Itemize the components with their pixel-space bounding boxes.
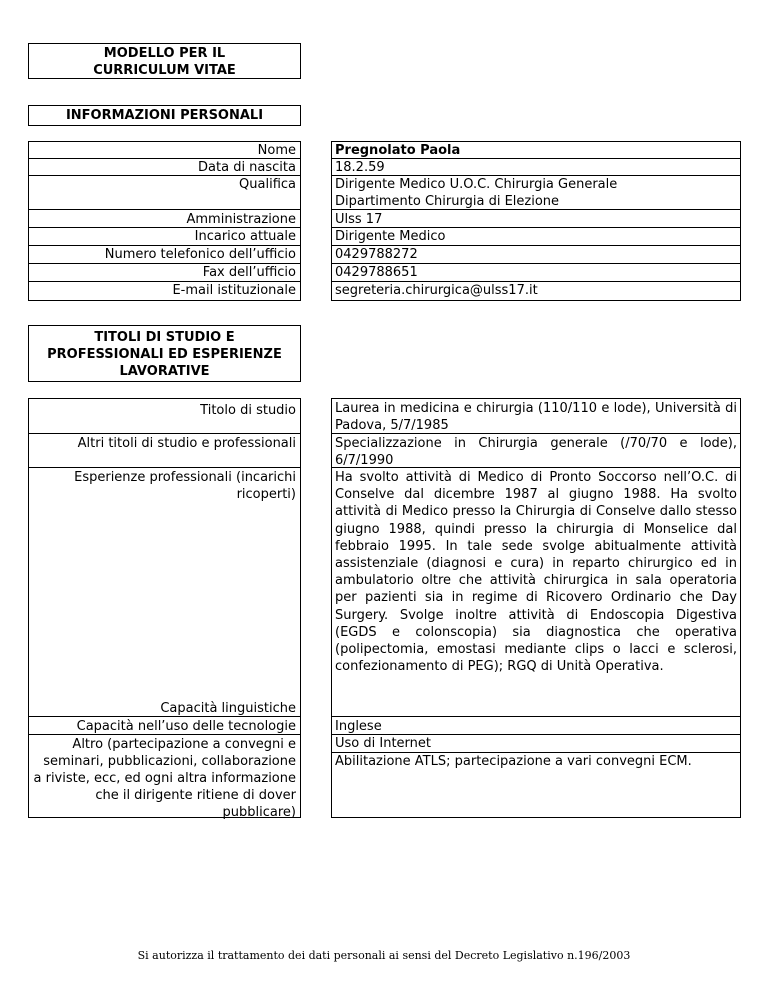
label-tech-skills: Capacità nell’uso delle tecnologie [29,717,300,735]
study-values-column [331,398,741,818]
value-name: Pregnolato Paola [332,142,740,159]
label-experience-line2: ricoperti) [236,487,296,502]
label-name: Nome [29,142,300,159]
personal-section-heading-text: INFORMAZIONI PERSONALI [65,108,264,123]
value-birth-date: 18.2.59 [332,159,740,176]
label-qualification: Qualifica [29,176,300,210]
label-birth-date: Data di nascita [29,159,300,176]
study-section-heading [28,325,301,382]
label-email: E-mail istituzionale [172,283,296,298]
value-experience: Ha svolto attività di Medico di Pronto Soccorso nell’O.C. di Conselve dal dicembre 1987 al giugno 1988. Ha svolto attività di Medico presso la Chirurgia di Conselve dallo stesso giugno 1988, quindi presso la chirurgia di Monselice dal febbraio 1995. In tale sede svolge abitualmente attività assistenziale (diagnosi e cura) in reparto chirurgico ed in ambulatorio oltre che attività chirurgica in sala operatoria per pazienti sia in regime di Ricovero Ordinario che Day Surgery. Svolge inoltre attività di Endoscopia Digestiva (EGDS e colonscopia) sia diagnostica che operativa (polipectomia, emostasi mediante clips o lacci e sclerosi, confezionamento di PEG); RGQ di Unità Operativa. [332,468,740,717]
study-heading-line3: LAVORATIVE [119,364,210,379]
label-degree: Titolo di studio [29,399,300,434]
value-qualification [332,176,740,210]
label-other-titles: Altri titoli di studio e professionali [29,434,300,468]
label-office-fax: Fax dell’ufficio [29,264,300,282]
value-languages: Inglese [332,717,740,735]
privacy-footer: Si autorizza il trattamento dei dati personali ai sensi del Decreto Legislativo n.196/2003 [137,949,631,962]
study-heading-line2: PROFESSIONALI ED ESPERIENZE [47,347,282,362]
label-office-phone: Numero telefonico dell’ufficio [29,246,300,264]
value-office-phone: 0429788272 [332,246,740,264]
value-administration: Ulss 17 [332,210,740,228]
value-current-role: Dirigente Medico [332,228,740,246]
label-current-role: Incarico attuale [29,228,300,246]
value-other: Abilitazione ATLS; partecipazione a vari convegni ECM. [335,754,692,769]
label-experience-line1: Esperienze professionali (incarichi [74,470,296,485]
value-email[interactable]: segreteria.chirurgica@ulss17.it [335,283,538,298]
cv-title-line2: CURRICULUM VITAE [93,63,236,78]
personal-labels-column [28,141,301,301]
personal-section-heading [28,105,301,126]
label-administration: Amministrazione [29,210,300,228]
cv-title-box [28,43,301,79]
cv-title-line1: MODELLO PER IL [103,46,226,61]
value-tech-skills: Uso di Internet [332,735,740,753]
personal-values-column [331,141,741,301]
value-office-fax: 0429788651 [332,264,740,282]
value-qualification-line1: Dirigente Medico U.O.C. Chirurgia Generale [335,177,618,192]
label-languages: Capacità linguistiche [29,700,300,717]
study-heading-line1: TITOLI DI STUDIO E [94,330,235,345]
label-other: Altro (partecipazione a convegni e seminari, pubblicazioni, collaborazione a riviste, ecc, ed ogni altra informazione che il dirigente ritiene di dover pubblicare) [33,737,296,820]
value-other-titles: Specializzazione in Chirurgia generale (/70/70 e lode), 6/7/1990 [332,434,740,468]
value-qualification-line2: Dipartimento Chirurgia di Elezione [335,194,560,209]
label-experience [29,468,300,717]
value-degree: Laurea in medicina e chirurgia (110/110 e lode), Università di Padova, 5/7/1985 [332,399,740,434]
study-labels-column [28,398,301,818]
